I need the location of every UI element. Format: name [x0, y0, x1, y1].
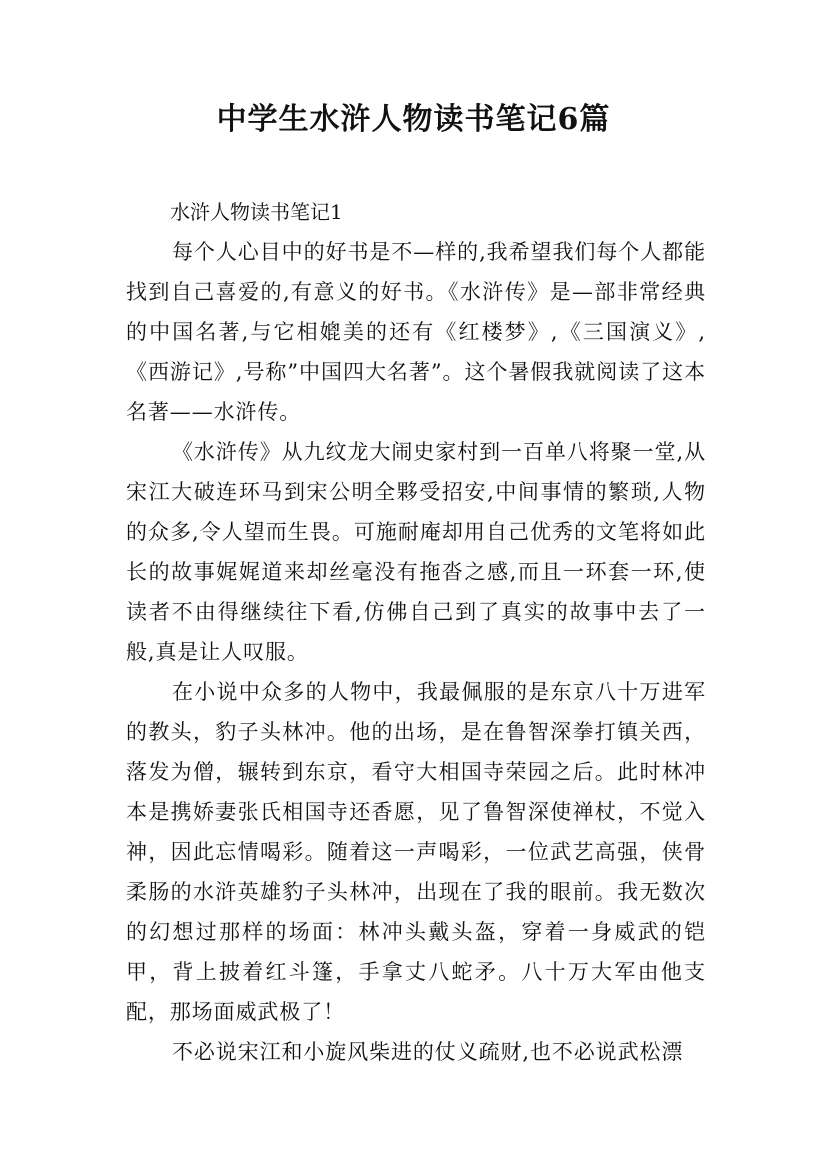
paragraph-intro: 每个人心目中的好书是不—样的,我希望我们每个人都能找到自己喜爱的,有意义的好书。《水浒传》是—部非常经典的中国名著,与它相媲美的还有《红楼梦》,《三国演义》,《西游记》,号称”中国四大名著”。这个暑假我就阅读了这本名著——水浒传。	[126, 240, 706, 424]
paragraph-lin-chong: 在小说中众多的人物中，我最佩服的是东京八十万进军的教头，豹子头林冲。他的出场，是在鲁智深拳打镇关西，落发为僧，辗转到东京，看守大相国寺荣园之后。此时林冲本是携娇妻张氏相国寺还香愿，见了鲁智深使禅杖，不觉入神，因此忘情喝彩。随着这一声喝彩，一位武艺高强，侠骨柔肠的水浒英雄豹子头林冲，出现在了我的眼前。我无数次的幻想过那样的场面：林冲头戴头盔，穿着一身威武的铠甲，背上披着红斗篷，手拿丈八蛇矛。八十万大军由他支配，那场面威武极了！	[126, 680, 706, 1024]
document-title: 中学生水浒人物读书笔记6篇	[216, 102, 611, 137]
document-body	[126, 192, 706, 1072]
paragraph-continued: 不必说宋江和小旋风柴进的仗义疏财,也不必说武松漂	[172, 1040, 684, 1064]
paragraph-overview: 《水浒传》从九纹龙大闹史家村到一百单八将聚一堂,从宋江大破连环马到宋公明全夥受招安,中间事情的繁琐,人物的众多,令人望而生畏。可施耐庵却用自己优秀的文笔将如此长的故事娓娓道来却丝毫没有拖沓之感,而且一环套一环,使读者不由得继续往下看,仿佛自己到了真实的故事中去了一般,真是让人叹服。	[126, 440, 706, 664]
section-heading: 水浒人物读书笔记1	[170, 200, 343, 224]
